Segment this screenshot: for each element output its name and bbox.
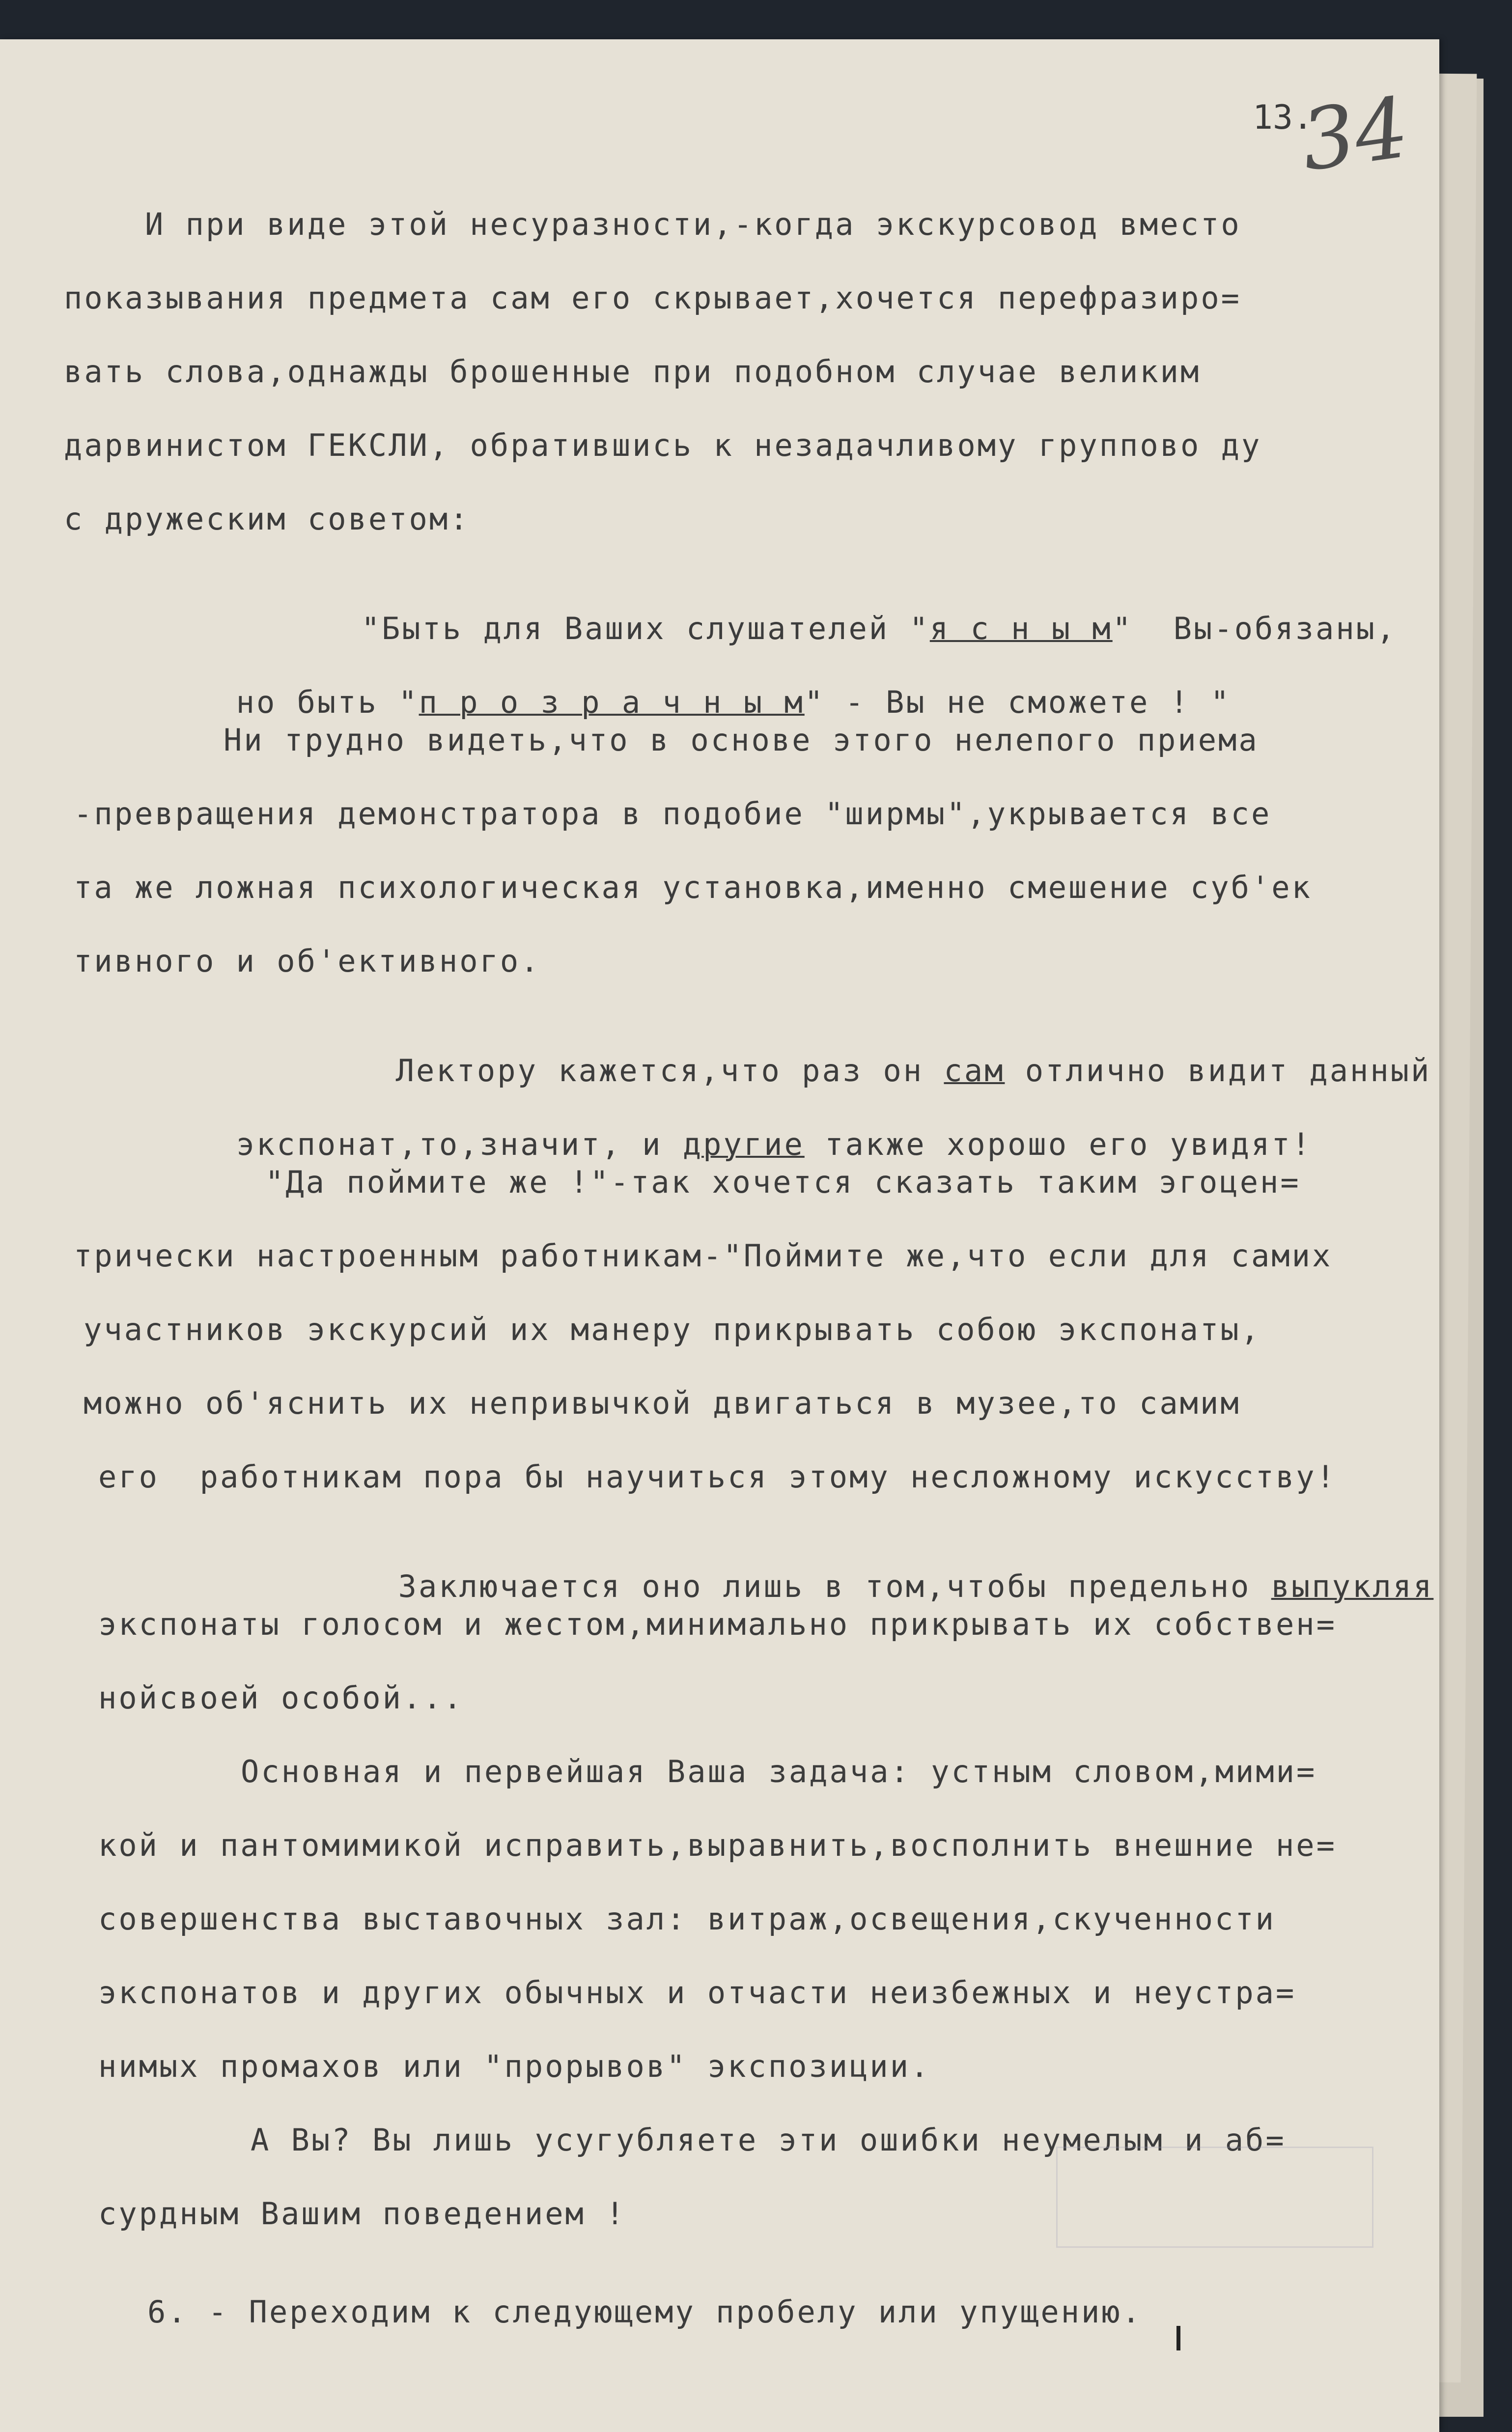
faint-stamp — [1056, 2147, 1373, 2248]
text-line: нойсвоей особой... — [98, 1680, 464, 1716]
quote-segment: " Вы-обязаны, — [1112, 611, 1397, 646]
underlined-word: сам — [944, 1053, 1005, 1089]
underlined-word: п р о з р а ч н ы м — [419, 684, 805, 720]
text-line: участников экскурсий их манеру прикрывать собою экспонаты, — [84, 1312, 1261, 1347]
text-line: нимых промахов или "прорывов" экспозиции. — [98, 2048, 931, 2084]
text-line: -превращения демонстратора в подобие "ширмы",укрывается все — [74, 796, 1272, 832]
underlined-word: я с н ы м — [929, 611, 1113, 646]
text-line: А Вы? Вы лишь усугубляете эти ошибки неумелым и аб= — [251, 2122, 1286, 2158]
text-line: Ни трудно видеть,что в основе этого нелепого приема — [224, 722, 1259, 758]
text-line: его работникам пора бы научиться этому несложному искусству! — [98, 1459, 1337, 1495]
text-line: с дружеским советом: — [64, 501, 470, 537]
text-line: Лектору кажется,что раз он сам отлично видит данный — [395, 1053, 1431, 1089]
quote-segment: "Быть для Ваших слушателей " — [361, 611, 930, 646]
text-line: та же ложная психологическая установка,именно смешение суб'ек — [74, 869, 1312, 905]
text-line: кой и пантомимикой исправить,выравнить,восполнить внешние не= — [98, 1827, 1337, 1863]
text-line: можно об'яснить их непривычкой двигаться в музее,то самим — [84, 1385, 1241, 1421]
text-line: тивного и об'ективного. — [74, 943, 541, 979]
underlined-word: другие — [682, 1126, 805, 1162]
handwritten-folio: 34 — [1295, 79, 1415, 191]
ink-mark — [1176, 2326, 1180, 2350]
text-line: Заключается оно лишь в том,чтобы предельно выпукляя — [398, 1568, 1434, 1604]
text-line: экспонатов и других обычных и отчасти неизбежных и неустра= — [98, 1975, 1296, 2011]
text-line: вать слова,однажды брошенные при подобном случае великим — [64, 354, 1201, 390]
quote-segment: но быть " — [236, 684, 419, 720]
text-line: дарвинистом ГЕКСЛИ, обратившись к незадачливому группово ду — [64, 427, 1262, 463]
text-line: "Да поймите же !"-так хочется сказать таким эгоцен= — [265, 1164, 1301, 1200]
text-line: Основная и первейшая Ваша задача: устным словом,мими= — [241, 1754, 1317, 1789]
quote-segment: " - Вы не сможете ! " — [804, 684, 1231, 720]
text-line: сурдным Вашим поведением ! — [98, 2196, 626, 2232]
text-line: совершенства выставочных зал: витраж,освещения,скученности — [98, 1901, 1276, 1937]
typed-page — [0, 39, 1439, 2432]
text-line: показывания предмета сам его скрывает,хочется перефразиро= — [64, 280, 1241, 316]
page-number: 13. — [1253, 98, 1313, 137]
text-line: трически настроенным работникам-"Поймите же,что если для самих — [74, 1238, 1333, 1274]
text-line: экспонат,то,значит, и другие также хорошо его увидят! — [236, 1126, 1312, 1162]
text-line: экспонаты голосом и жестом,минимально прикрывать их собствен= — [98, 1606, 1337, 1642]
underlined-word: выпукляя — [1271, 1568, 1434, 1604]
section-heading: 6. - Переходим к следующему пробелу или упущению. — [147, 2294, 1143, 2330]
text-line: И при виде этой несуразности,-когда экскурсовод вместо — [145, 206, 1241, 242]
